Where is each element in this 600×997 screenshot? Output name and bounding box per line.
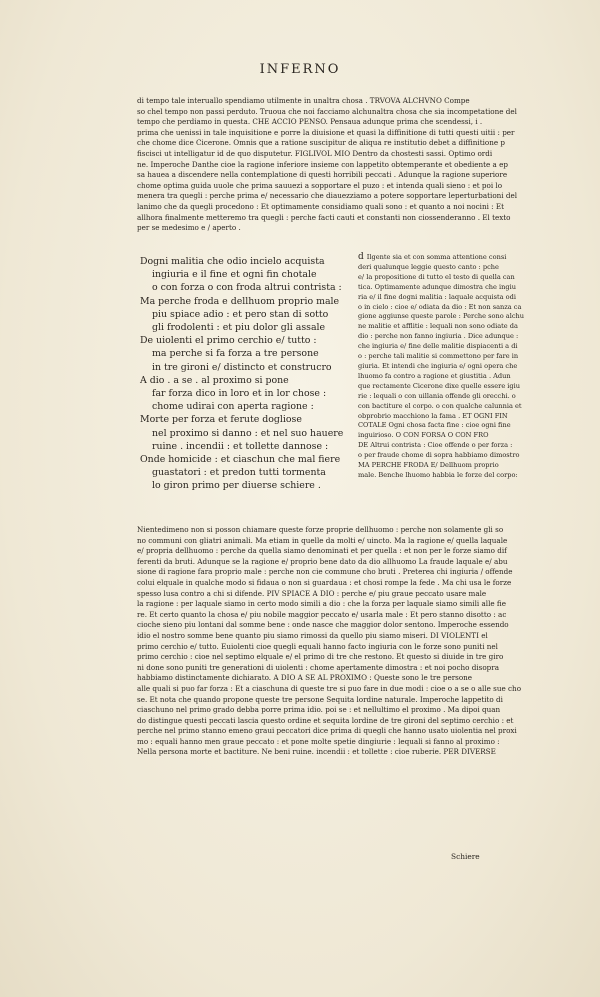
verse-line: ruine . incendii : et tollette dannose : — [152, 440, 329, 452]
gloss-line: obprobrio macchiono la fama . ET OGNI FIN — [358, 411, 508, 420]
gloss-line: que rectamente Cicerone dixe quelle essere igiu — [358, 381, 520, 390]
commentary-line: re. Et certo quanto la chosa e/ piu nobile maggior peccato e/ usarla male : Et pero stanno disotto : ac — [137, 609, 507, 619]
gloss-line: o : perche tali malitie si commettono per fare in — [358, 352, 519, 361]
commentary-line: e/ propria dellhuomo : perche da quella siamo denominati et per quella : et non per le forze siamo dif — [137, 546, 507, 556]
commentary-line: fiscisci ut intelligatur id de quo disputetur. FIGLIVOL MIO Dentro da chostesti sassi. Optimo ordi — [137, 148, 493, 158]
gloss-line: che ingiuria e/ fine delle malitie dispiacenti a di — [358, 342, 518, 351]
commentary-line: alle quali si puo far forza : Et a ciaschuna di queste tre si puo fare in due modi : cioe o a se o alle sue cho — [137, 683, 522, 693]
verse-line: ma perche si fa forza a tre persone — [152, 348, 319, 360]
verse-line: A dio . a se . al proximo si pone — [140, 374, 289, 386]
gloss-line: inguirioso. O CON FORSA O CON FRO — [358, 431, 489, 440]
gloss-initial: d — [358, 252, 364, 262]
commentary-bottom — [137, 525, 522, 758]
gloss-line: ne malitie et afflitie : lequali non sono odiate da — [358, 322, 518, 331]
commentary-line: ferenti da bruti. Adunque se la ragione e/ proprio bene dato da dio allhuomo La fraude laquale e/ abu — [137, 556, 508, 566]
gloss-column — [358, 252, 525, 481]
commentary-line: primo cerchio e/ tutto. Euiolenti cioe quegli equali hanno facto ingiuria con le forze sono puniti nel — [137, 641, 498, 651]
verse-line: gli frodolenti : et piu dolor gli assale — [152, 322, 326, 334]
commentary-line: chome optima guida uuole che prima sauuezi a sopportare el puzo : et intenda quali sieno : et poi lo — [137, 180, 503, 190]
verse-line: Ma perche froda e dellhuom proprio male — [140, 295, 340, 307]
verse-line: chome udirai con aperta ragione : — [152, 401, 314, 413]
commentary-line: di tempo tale interuallo spendiamo utilmente in unaltra chosa . TRVOVA ALCHVNO Compe — [137, 96, 470, 105]
verse-line: ingiuria e il fine et ogni fin chotale — [152, 269, 317, 281]
commentary-line: ne. Imperoche Danthe cioe la ragione inferiore insieme con lappetito obtemperante et obediente a ep — [137, 159, 508, 169]
gloss-line: deri qualunque leggie questo canto : pche — [358, 262, 499, 271]
gloss-line: e/ la propositione di tutto el testo di quella can — [358, 272, 515, 281]
commentary-line: so chel tempo non passi perduto. Truoua che noi facciamo alchunaltra chosa che sia incompetatione del — [137, 106, 517, 116]
page-header: INFERNO — [259, 62, 341, 77]
gloss-line: COTALE Ogni chosa facta fine : cioe ogni fine — [358, 421, 511, 430]
commentary-line: ni done sono puniti tre generationi di uiolenti : chome apertamente dimostra : et noi pocho disopra — [137, 662, 499, 672]
verse-column — [140, 255, 350, 493]
gloss-line: o in cielo : cioe e/ odiata da dio : Et non sanza ca — [358, 302, 522, 311]
commentary-line: cioche sieno piu lontani dal somme bene : onde nasce che maggior dolor sentono. Imperoche essendo — [137, 620, 509, 630]
verse-line: in tre gironi e/ distincto et construcro — [152, 361, 332, 373]
commentary-line: che chome dice Cicerone. Omnis que a ratione suscipitur de aliqua re institutio debet a diffinitione p — [137, 138, 505, 148]
commentary-line: no communi con gliatri animali. Ma etiam in quelle da molti e/ uincto. Ma la ragione e/ quella laquale — [137, 535, 508, 545]
verse-line: lo giron primo per diuerse schiere . — [152, 480, 321, 492]
commentary-line: mo : equali hanno men graue peccato : et pone molte spetie dingiurie : lequali si fanno al proximo : — [137, 736, 500, 746]
catchword: Schiere — [451, 852, 480, 861]
commentary-line: menera tra quegli : perche prima e/ necessario che diauezziamo a potere sopportare leperturbationi del — [137, 191, 518, 201]
commentary-line: habbiamo distinctamente dichiarato. A DIO A SE AL PROXIMO : Queste sono le tre persone — [137, 673, 473, 683]
commentary-line: per se medesimo e / aperto . — [137, 223, 241, 233]
gloss-line: DE Altrui contrista : Cioe offende o per forza : — [358, 441, 513, 450]
commentary-line: se. Et nota che quando propone queste tre persone Sequita lordine naturale. Imperoche lappetito di — [137, 694, 503, 704]
verse-line: De uiolenti el primo cerchio e/ tutto : — [140, 335, 317, 347]
commentary-line: tempo che perdiamo in questa. CHE ACCIO PENSO. Pensaua adunque prima che scendessi, i . — [137, 117, 483, 127]
verse-line: nel proximo si danno : et nel suo hauere — [152, 427, 344, 439]
commentary-line: prima che uenissi in tale inquisitione e porre la diuisione et quasi la diffinitione di tutti questi uitii : per — [137, 127, 515, 137]
verse-line: o con forza o con froda altrui contrista : — [152, 282, 342, 294]
commentary-line: colui elquale in qualche modo si fidaua o non si guardaua : et chosi rompe la fede . Ma chi usa le forze — [137, 577, 512, 587]
gloss-line: lhuomo fa contro a ragione et giustitia . Adun — [358, 371, 511, 380]
gloss-line: dio : perche non fanno ingiuria . Dice adunque : — [358, 332, 519, 341]
commentary-line: sa hauea a discendere nella contemplatione di questi horribili peccati . Adunque la ragione superiore — [137, 170, 508, 180]
commentary-line: sione di ragione fara proprio male : perche non cie commune cho bruti . Preterea chi ingiuria / offende — [137, 567, 513, 577]
commentary-line: Nientedimeno non si posson chiamare queste forze proprie dellhuomo : perche non solamente gli so — [137, 525, 504, 534]
gloss-line: gione aggiunse queste parole : Perche sono alchu — [358, 312, 525, 321]
verse-line: Morte per forza et ferute dogliose — [140, 414, 302, 426]
gloss-line: MA PERCHE FRODA E/ Dellhuom proprio — [358, 461, 499, 470]
commentary-line: spesso lusa contro a chi si difende. PIV SPIACE A DIO : perche e/ piu graue peccato usare male — [137, 588, 487, 598]
gloss-line: o per fraude chome di sopra habbiamo dimostro — [358, 451, 520, 460]
verse-line: far forza dico in loro et in lor chose : — [152, 388, 327, 400]
gloss-line: male. Benche lhuomo habbia le forze del corpo: — [358, 470, 518, 479]
gloss-line: tica. Optimamente adunque dimostra che ingiu — [358, 282, 516, 291]
verse-line: Dogni malitia che odio incielo acquista — [140, 256, 325, 267]
gloss-line: ria e/ il fine dogni malitia : laquale acquista odi — [358, 292, 516, 301]
commentary-line: lanimo che da quegli procedono : Et optimamente considiamo quali sono : et quanto a noi nocini : Et — [137, 201, 505, 211]
verse-line: guastatori : et predon tutti tormenta — [152, 467, 326, 479]
commentary-line: perche nel primo stanno emeno graui peccatori dice prima di quegli che hanno usato uiolentia nel proxi — [137, 726, 517, 736]
commentary-line: ciaschuno nel primo grado debba porre prima idio. poi se : et nellultimo el proximo . Ma dipoi quan — [137, 705, 501, 715]
gloss-line: rie : lequali o con uillania offende gli orecchi. o — [358, 391, 516, 400]
commentary-top — [137, 96, 518, 234]
gloss-line: con bactiture el corpo. o con qualche calunnia et — [358, 401, 522, 410]
gloss-line — [358, 252, 507, 263]
commentary-line: la ragione : per laquale siamo in certo modo simili a dio : che la forza per laquale siamo simili alle fie — [137, 599, 506, 609]
commentary-line: idio el nostro somme bene quanto piu siamo rimossi da quello piu siamo miseri. DI VIOLENTI el — [137, 630, 488, 640]
verse-line: piu spiace adio : et pero stan di sotto — [152, 308, 329, 320]
commentary-line: allhora finalmente metteremo tra quegli : perche facti cauti et constanti non ciossenderanno . El texto — [137, 212, 511, 222]
gloss-line-text: Ilgente sia et con somma attentione consi — [366, 253, 507, 261]
commentary-line: primo cerchio : cioe nel septimo elquale e/ el primo di tre che restono. Et questo si diuide in tre giro — [137, 652, 504, 662]
verse-line: Onde homicide : et ciaschun che mal fiere — [140, 454, 341, 466]
commentary-line: do distingue questi peccati lascia questo ordine et sequita lordine de tre gironi del septimo cerchio : et — [137, 715, 514, 725]
commentary-line: Nella persona morte et bactiture. Ne beni ruine. incendii : et tollette : cioe ruberie. PER DIVERSE — [137, 747, 496, 757]
gloss-line: giuria. Et intendi che ingiuria e/ ogni opera che — [358, 361, 518, 370]
